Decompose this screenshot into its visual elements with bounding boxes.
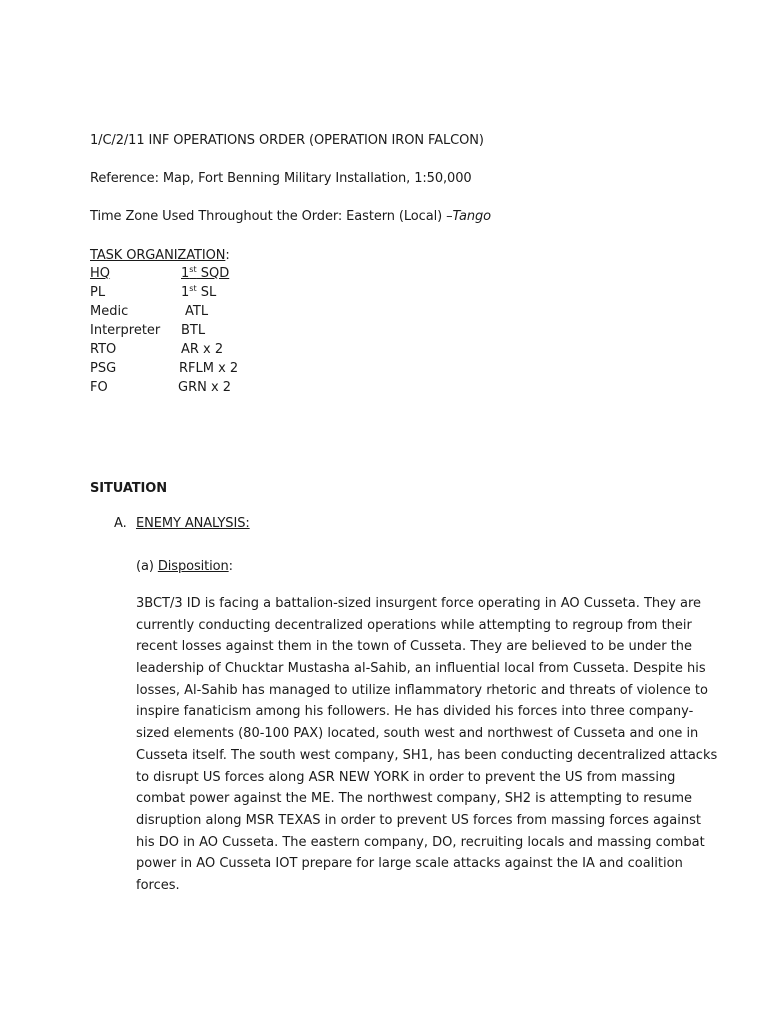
- timezone-text: Time Zone Used Throughout the Order: Eastern (Local) –: [90, 209, 453, 224]
- task-organization-row: [90, 304, 208, 320]
- task-organization-right-text: AR x 2: [181, 342, 224, 357]
- timezone-line: [90, 209, 491, 225]
- task-organization-right-text: BTL: [181, 323, 206, 338]
- disposition-paragraph: [136, 593, 718, 897]
- reference-line: Reference: Map, Fort Benning Military Installation, 1:50,000: [90, 171, 472, 186]
- task-organization-right-text: RFLM x 2: [179, 361, 239, 376]
- task-organization-left: Medic: [90, 304, 129, 319]
- task-organization-row: [90, 266, 229, 282]
- ordinal-superscript: st: [189, 284, 197, 293]
- task-organization-right-suffix: SL: [196, 285, 217, 300]
- task-organization-left: PSG: [90, 361, 117, 376]
- paragraph-line: Cusseta itself. The south west company, SH1, has been conducting decentralized attacks: [136, 747, 718, 763]
- enemy-analysis-label: ENEMY ANALYSIS:: [136, 516, 250, 531]
- task-organization-right: [181, 323, 205, 339]
- task-organization-right: [179, 361, 238, 377]
- paragraph-line: to disrupt US forces along ASR NEW YORK in order to prevent the US from massing: [136, 769, 676, 785]
- task-organization-colon: :: [225, 248, 230, 263]
- task-organization-left: RTO: [90, 342, 117, 357]
- paragraph-line: 3BCT/3 ID is facing a battalion-sized insurgent force operating in AO Cusseta. They are: [136, 596, 701, 611]
- task-organization-heading: [90, 248, 230, 264]
- paragraph-line: recent losses against them in the town of Cusseta. They are believed to be under the: [136, 639, 693, 655]
- task-organization-row: [90, 380, 231, 396]
- task-organization-right-text: GRN x 2: [178, 380, 232, 395]
- task-organization-left: Interpreter: [90, 323, 161, 338]
- order-title: 1/C/2/11 INF OPERATIONS ORDER (OPERATION IRON FALCON): [90, 133, 484, 148]
- paragraph-line: leadership of Chucktar Mustasha al-Sahib, an influential local from Cusseta. Despite his: [136, 661, 706, 677]
- paragraph-line: inspire fanaticism among his followers. He has divided his forces into three company-: [136, 704, 694, 720]
- enemy-letter: A.: [114, 516, 127, 531]
- task-organization-row: [90, 342, 223, 358]
- task-organization-row: [90, 285, 216, 301]
- disposition-prefix: (a): [136, 559, 158, 574]
- paragraph-line: forces.: [136, 877, 180, 893]
- task-organization-right: [185, 304, 208, 320]
- task-organization-left: FO: [90, 380, 108, 395]
- situation-heading: SITUATION: [90, 481, 168, 496]
- paragraph-line: sized elements (80-100 PAX) located, south west and northwest of Cusseta and one in: [136, 726, 699, 742]
- paragraph-line: combat power against the ME. The northwest company, SH2 is attempting to resume: [136, 791, 692, 807]
- disposition-heading: [136, 559, 233, 575]
- enemy-analysis-heading: [114, 516, 250, 532]
- paragraph-line: losses, Al-Sahib has managed to utilize inflammatory rhetoric and threats of violence to: [136, 682, 708, 698]
- task-organization-right-text: ATL: [185, 304, 209, 319]
- task-organization-row: [90, 361, 238, 377]
- paragraph-line: power in AO Cusseta IOT prepare for large scale attacks against the IA and coalition: [136, 856, 683, 872]
- task-organization-right-suffix: SQD: [196, 266, 230, 281]
- task-organization-row: [90, 323, 205, 339]
- disposition-label: Disposition: [157, 559, 229, 574]
- task-organization-left: HQ: [90, 266, 111, 281]
- task-organization-right: [181, 266, 229, 282]
- task-organization-right: [181, 285, 216, 301]
- disposition-colon: :: [228, 559, 233, 574]
- task-organization-right-text: 1: [181, 266, 190, 281]
- timezone-italic: Tango: [452, 209, 491, 224]
- task-organization-right: [181, 342, 223, 358]
- paragraph-line: disruption along MSR TEXAS in order to prevent US forces from massing forces against: [136, 812, 701, 828]
- task-organization-right-text: 1: [181, 285, 190, 300]
- task-organization-left: PL: [90, 285, 106, 300]
- ordinal-superscript: st: [189, 265, 197, 274]
- paragraph-line: his DO in AO Cusseta. The eastern company, DO, recruiting locals and massing combat: [136, 834, 705, 850]
- task-organization-right: [178, 380, 231, 396]
- task-organization-label: TASK ORGANIZATION: [90, 248, 226, 263]
- paragraph-line: currently conducting decentralized operations while attempting to regroup from their: [136, 617, 692, 633]
